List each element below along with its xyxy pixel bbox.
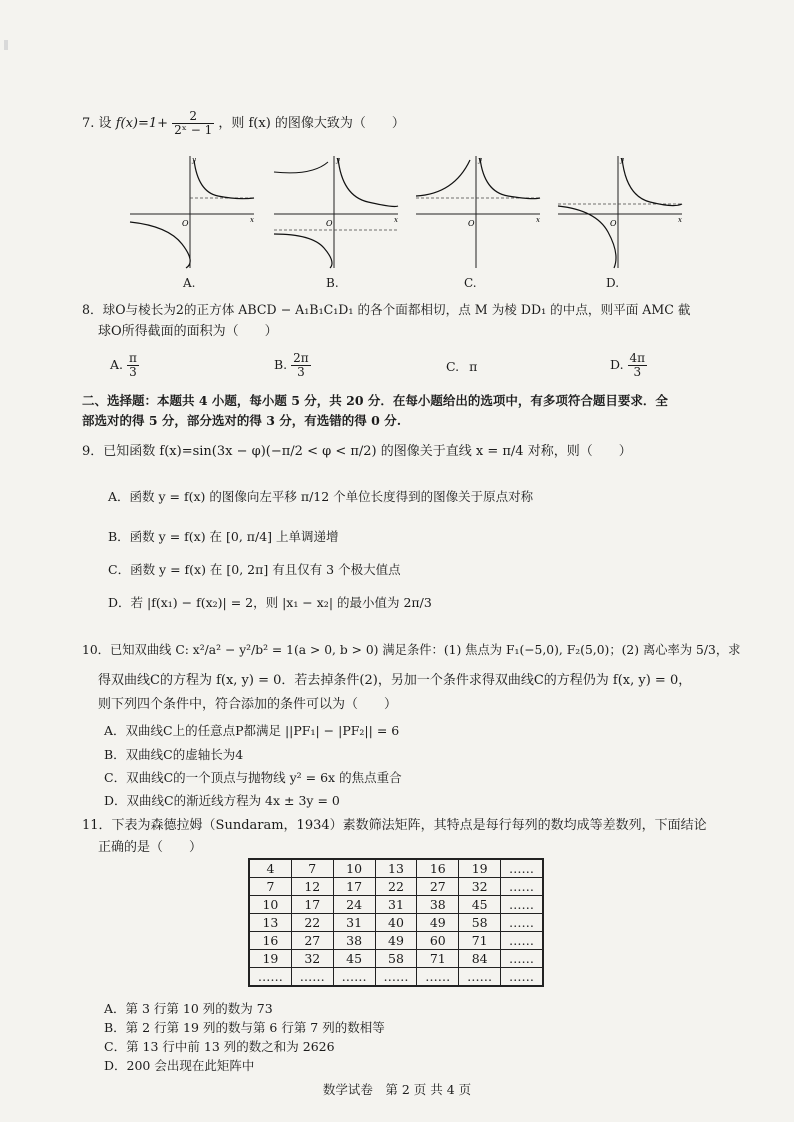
table-cell: ……	[501, 859, 543, 878]
origin-label-b: O	[326, 219, 333, 228]
y-axis-label-a: y	[192, 156, 196, 164]
table-cell: 10	[249, 896, 291, 914]
y-axis-label-c: y	[478, 156, 482, 164]
q8-option-b: B. $\frac{2\pi}{3}$	[274, 351, 309, 379]
q9-option-b: B．函数 y = f(x) 在 [0, π/4] 上单调递增	[108, 529, 339, 544]
q8-option-a: A. $\frac{\pi}{3}$	[110, 351, 137, 379]
table-row	[249, 896, 543, 914]
q9-option-c: C．函数 y = f(x) 在 [0, 2π] 有且仅有 3 个极大值点	[108, 562, 401, 577]
q7-label-a: A.	[183, 276, 196, 290]
q11-option-d: D．200 会出现在此矩阵中	[104, 1058, 255, 1073]
table-row	[249, 968, 543, 987]
table-cell: 38	[417, 896, 459, 914]
table-cell: 71	[417, 950, 459, 968]
table-cell: 22	[375, 878, 417, 896]
table-cell: 16	[249, 932, 291, 950]
section2-header-line1: 二、选择题：本题共 4 小题，每小题 5 分，共 20 分．在每小题给出的选项中，有多项符合题目要求．全	[82, 393, 668, 408]
origin-label-a: O	[182, 219, 189, 228]
q9-option-a: A．函数 y = f(x) 的图像向左平移 π/12 个单位长度得到的图像关于原点对称	[108, 489, 534, 504]
section2-header-line2: 部选对的得 5 分，部分选对的得 3 分，有选错的得 0 分.	[82, 413, 402, 428]
table-cell: 84	[459, 950, 501, 968]
table-cell: ……	[333, 968, 375, 987]
q7-graph-b	[272, 152, 402, 272]
table-cell: 45	[459, 896, 501, 914]
table-cell: 24	[333, 896, 375, 914]
table-cell: ……	[375, 968, 417, 987]
q8-option-c: C. π	[446, 359, 478, 374]
table-cell: 16	[417, 859, 459, 878]
table-cell: 60	[417, 932, 459, 950]
q7-fraction: $\frac{2}{\text{2ˣ − 1}}$	[174, 109, 213, 137]
y-axis-label-b: y	[336, 156, 340, 164]
table-cell: 38	[333, 932, 375, 950]
table-cell: 17	[291, 896, 333, 914]
table-cell: 13	[375, 859, 417, 878]
x-axis-label-d: x	[678, 216, 682, 224]
q10-line1: 10．已知双曲线 C: x²/a² − y²/b² = 1(a > 0, b > 0) 满足条件：(1) 焦点为 F₁(−5,0), F₂(5,0)；(2) 离心率为 5/3，求	[82, 643, 741, 657]
table-cell: 7	[249, 878, 291, 896]
q7-label-b: B.	[326, 276, 339, 290]
table-cell: 22	[291, 914, 333, 932]
table-cell: 49	[375, 932, 417, 950]
table-cell: 13	[249, 914, 291, 932]
table-cell: ……	[501, 878, 543, 896]
q11-line2: 正确的是（ ）	[98, 840, 203, 855]
q7-graph-d	[556, 152, 686, 272]
q9-option-d: D．若 |f(x₁) − f(x₂)| = 2，则 |x₁ − x₂| 的最小值为 2π/3	[108, 595, 432, 610]
table-row	[249, 950, 543, 968]
table-cell: 17	[333, 878, 375, 896]
x-axis-label-b: x	[394, 216, 398, 224]
q11-option-a: A．第 3 行第 10 列的数为 73	[104, 1001, 273, 1016]
table-row	[249, 932, 543, 950]
q8-line1: 8．球O与棱长为2的正方体 ABCD − A₁B₁C₁D₁ 的各个面都相切，点 M 为棱 DD₁ 的中点，则平面 AMC 截	[82, 302, 691, 317]
table-cell: 12	[291, 878, 333, 896]
table-cell: ……	[501, 932, 543, 950]
q10-option-d: D．双曲线C的渐近线方程为 4x ± 3y = 0	[104, 793, 340, 808]
scan-artifact	[4, 40, 8, 50]
table-cell: ……	[501, 950, 543, 968]
table-cell: 58	[459, 914, 501, 932]
table-cell: ……	[459, 968, 501, 987]
table-cell: ……	[291, 968, 333, 987]
q7-label-c: C.	[464, 276, 477, 290]
x-axis-label-a: x	[250, 216, 254, 224]
table-cell: 40	[375, 914, 417, 932]
table-cell: ……	[501, 914, 543, 932]
q9-stem: 9．已知函数 f(x)=sin(3x − φ)(−π/2 < φ < π/2) 的图像关于直线 x = π/4 对称，则（ ）	[82, 444, 632, 459]
q10-option-b: B．双曲线C的虚轴长为4	[104, 747, 244, 762]
table-cell: 19	[249, 950, 291, 968]
origin-label-d: O	[610, 219, 617, 228]
table-cell: ……	[417, 968, 459, 987]
q8-option-d: D. $\frac{4\pi}{3}$	[610, 351, 646, 379]
table-cell: 49	[417, 914, 459, 932]
q7-label-d: D.	[606, 276, 620, 290]
q10-option-a: A．双曲线C上的任意点P都满足 ||PF₁| − |PF₂|| = 6	[104, 723, 400, 738]
q10-option-c: C．双曲线C的一个顶点与抛物线 y² = 6x 的焦点重合	[104, 770, 402, 785]
q10-line3: 则下列四个条件中，符合添加的条件可以为（ ）	[98, 697, 398, 712]
q11-line1: 11．下表为森德拉姆（Sundaram，1934）素数筛法矩阵，其特点是每行每列的数均成等差数列，下面结论	[82, 818, 707, 833]
table-row	[249, 878, 543, 896]
table-cell: 27	[291, 932, 333, 950]
table-cell: 27	[417, 878, 459, 896]
y-axis-label-d: y	[620, 156, 624, 164]
table-cell: ……	[501, 896, 543, 914]
table-row	[249, 859, 543, 878]
q7-stem: 7. 设 f(x)=1+ $\frac{2}{\text{2ˣ − 1}}$ ，则 f(x) 的图像大致为（ ）	[82, 109, 405, 137]
table-cell: 10	[333, 859, 375, 878]
q10-line2: 得双曲线C的方程为 f(x, y) = 0．若去掉条件(2)，另加一个条件求得双曲线C的方程仍为 f(x, y) = 0，	[98, 673, 692, 688]
page-footer: 数学试卷 第 2 页 共 4 页	[322, 1082, 472, 1097]
table-cell: 71	[459, 932, 501, 950]
origin-label-c: O	[468, 219, 475, 228]
sundaram-matrix-table	[248, 858, 544, 987]
table-cell: 32	[459, 878, 501, 896]
q7-graph-a	[128, 152, 258, 272]
table-cell: ……	[249, 968, 291, 987]
x-axis-label-c: x	[536, 216, 540, 224]
table-cell: 45	[333, 950, 375, 968]
table-row	[249, 914, 543, 932]
table-cell: 31	[333, 914, 375, 932]
q11-option-c: C．第 13 行中前 13 列的数之和为 2626	[104, 1039, 335, 1054]
table-cell: 58	[375, 950, 417, 968]
table-cell: ……	[501, 968, 543, 987]
table-cell: 7	[291, 859, 333, 878]
q11-option-b: B．第 2 行第 19 列的数与第 6 行第 7 列的数相等	[104, 1020, 385, 1035]
table-cell: 32	[291, 950, 333, 968]
table-cell: 19	[459, 859, 501, 878]
q8-line2: 球O所得截面的面积为（ ）	[98, 324, 278, 339]
q7-graph-c	[414, 152, 544, 272]
table-cell: 31	[375, 896, 417, 914]
table-cell: 4	[249, 859, 291, 878]
